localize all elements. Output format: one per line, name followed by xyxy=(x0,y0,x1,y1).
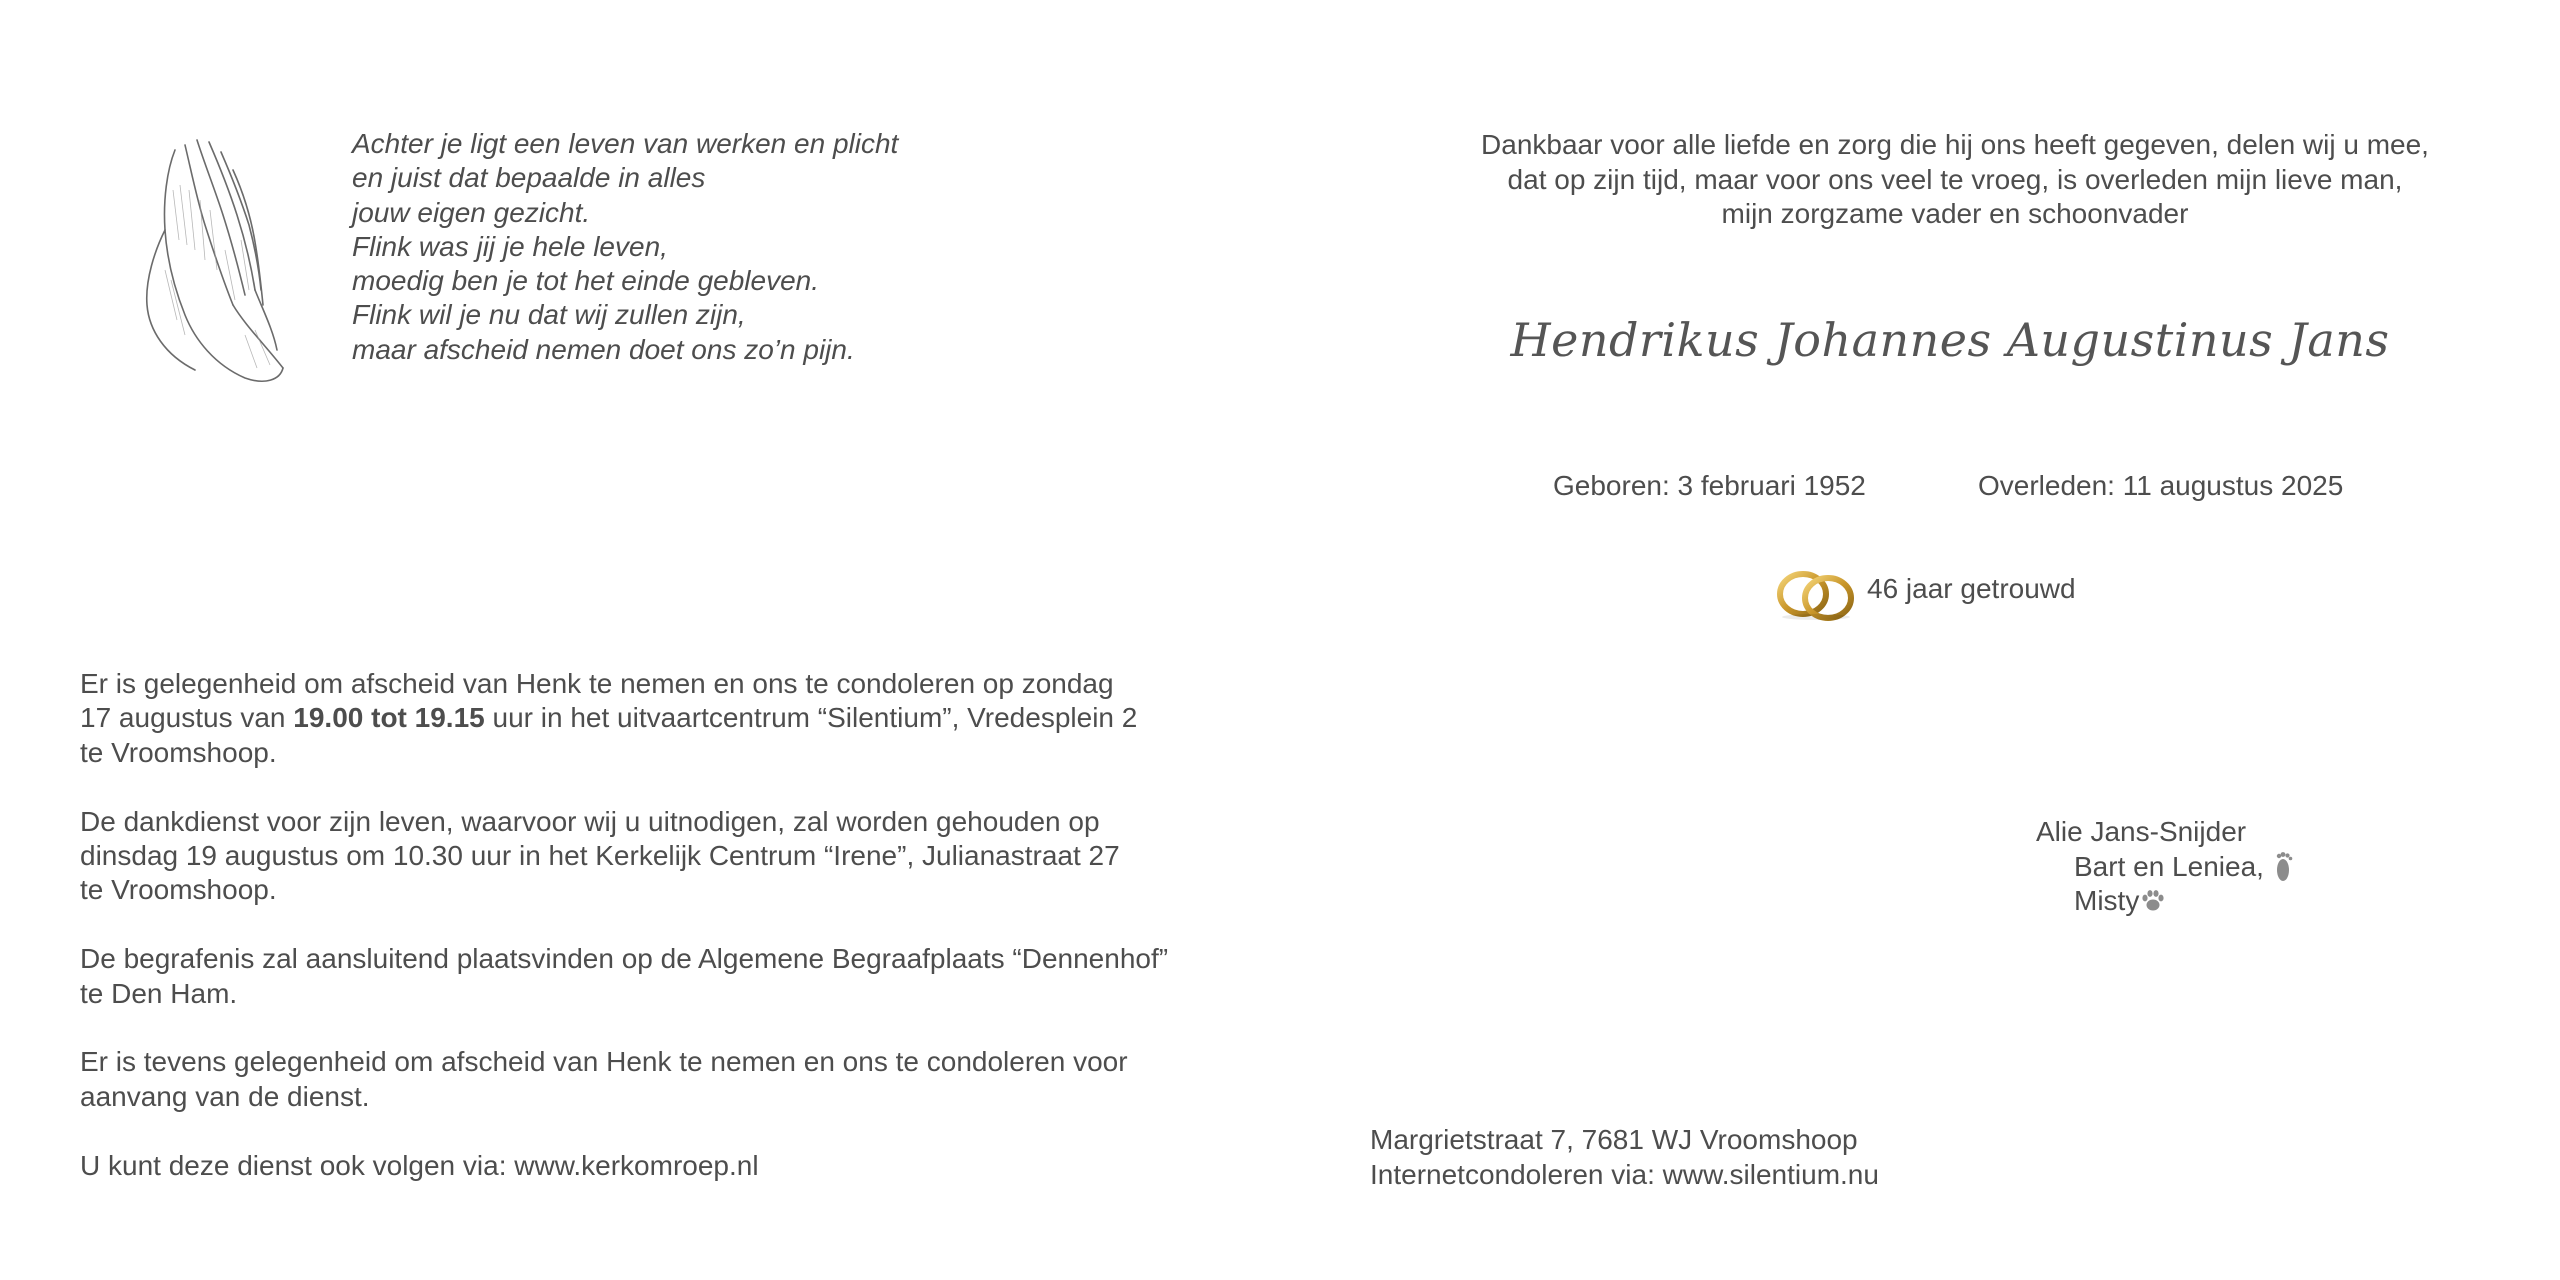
poem-line: Achter je ligt een leven van werken en plicht xyxy=(352,128,899,159)
text-line: uur in het uitvaartcentrum “Silentium”, Vredesplein 2 xyxy=(484,702,1138,734)
intro-line: dat op zijn tijd, maar voor ons veel te vroeg, is overleden mijn lieve man, xyxy=(1507,163,2403,195)
text-line: Er is gelegenheid om afscheid van Henk te nemen en ons te condoleren op zondag xyxy=(80,668,1114,699)
announcement-intro xyxy=(1330,128,2560,232)
poem-line: moedig ben je tot het einde gebleven. xyxy=(352,265,820,297)
condolence-link: Internetcondoleren via: www.silentium.nu xyxy=(1370,1158,1879,1190)
family-line-2 xyxy=(2036,850,2294,885)
praying-hands-icon xyxy=(105,130,305,390)
intro-line: mijn zorgzame vader en schoonvader xyxy=(1721,198,2189,229)
poem-line: Flink was jij je hele leven, xyxy=(352,230,668,262)
text-line: te Vroomshoop. xyxy=(80,874,277,906)
wedding-rings-icon xyxy=(1773,567,1859,623)
poem-line: en juist dat bepaalde in alles xyxy=(352,162,706,194)
family-line-1: Alie Jans-Snijder xyxy=(2036,816,2247,847)
text-line: De dankdienst voor zijn leven, waarvoor wij u uitnodigen, zal worden gehouden op xyxy=(80,805,1100,837)
text-line: De begrafenis zal aansluitend plaatsvinden op de Algemene Begraafplaats “Dennenhof” xyxy=(80,943,1169,975)
paw-print-icon xyxy=(2140,888,2166,914)
poem xyxy=(352,127,898,367)
family-pet: Misty xyxy=(2074,885,2140,916)
text-line: dinsdag 19 augustus om 10.30 uur in het Kerkelijk Centrum “Irene”, Julianastraat 27 xyxy=(80,840,1120,872)
family-line-3 xyxy=(2036,884,2294,919)
poem-line: jouw eigen gezicht. xyxy=(352,196,591,228)
family-signature xyxy=(2036,815,2294,919)
livestream-paragraph: U kunt deze dienst ook volgen via: www.kerkomroep.nl xyxy=(80,1149,759,1181)
contact-info xyxy=(1370,1123,1879,1192)
birth-date: Geboren: 3 februari 1952 xyxy=(1553,470,1866,501)
footprint-icon xyxy=(2272,850,2294,884)
death-date: Overleden: 11 augustus 2025 xyxy=(1978,470,2344,501)
visitation-time: 19.00 tot 19.15 xyxy=(293,702,485,734)
burial-paragraph xyxy=(80,942,1168,1011)
farewell-paragraph xyxy=(80,1045,1168,1114)
poem-line: maar afscheid nemen doet ons zo’n pijn. xyxy=(352,333,855,365)
married-years: 46 jaar getrouwd xyxy=(1867,573,2076,604)
family-children: Bart en Leniea, xyxy=(2074,850,2264,882)
home-address: Margrietstraat 7, 7681 WJ Vroomshoop xyxy=(1370,1124,1858,1155)
text-line: te Den Ham. xyxy=(80,977,238,1009)
text-line: aanvang van de dienst. xyxy=(80,1080,370,1112)
poem-line: Flink wil je nu dat wij zullen zijn, xyxy=(352,299,746,331)
text-line: te Vroomshoop. xyxy=(80,736,277,768)
intro-line: Dankbaar voor alle liefde en zorg die hij ons heeft gegeven, delen wij u mee, xyxy=(1481,129,2429,160)
service-details xyxy=(80,667,1168,1183)
text-line: 17 augustus van xyxy=(80,702,294,734)
deceased-name: Hendrikus Johannes Augustinus Jans xyxy=(1510,313,2390,367)
visitation-paragraph xyxy=(80,667,1168,770)
text-line: Er is tevens gelegenheid om afscheid van Henk te nemen en ons te condoleren voor xyxy=(80,1046,1128,1078)
service-paragraph xyxy=(80,805,1168,908)
